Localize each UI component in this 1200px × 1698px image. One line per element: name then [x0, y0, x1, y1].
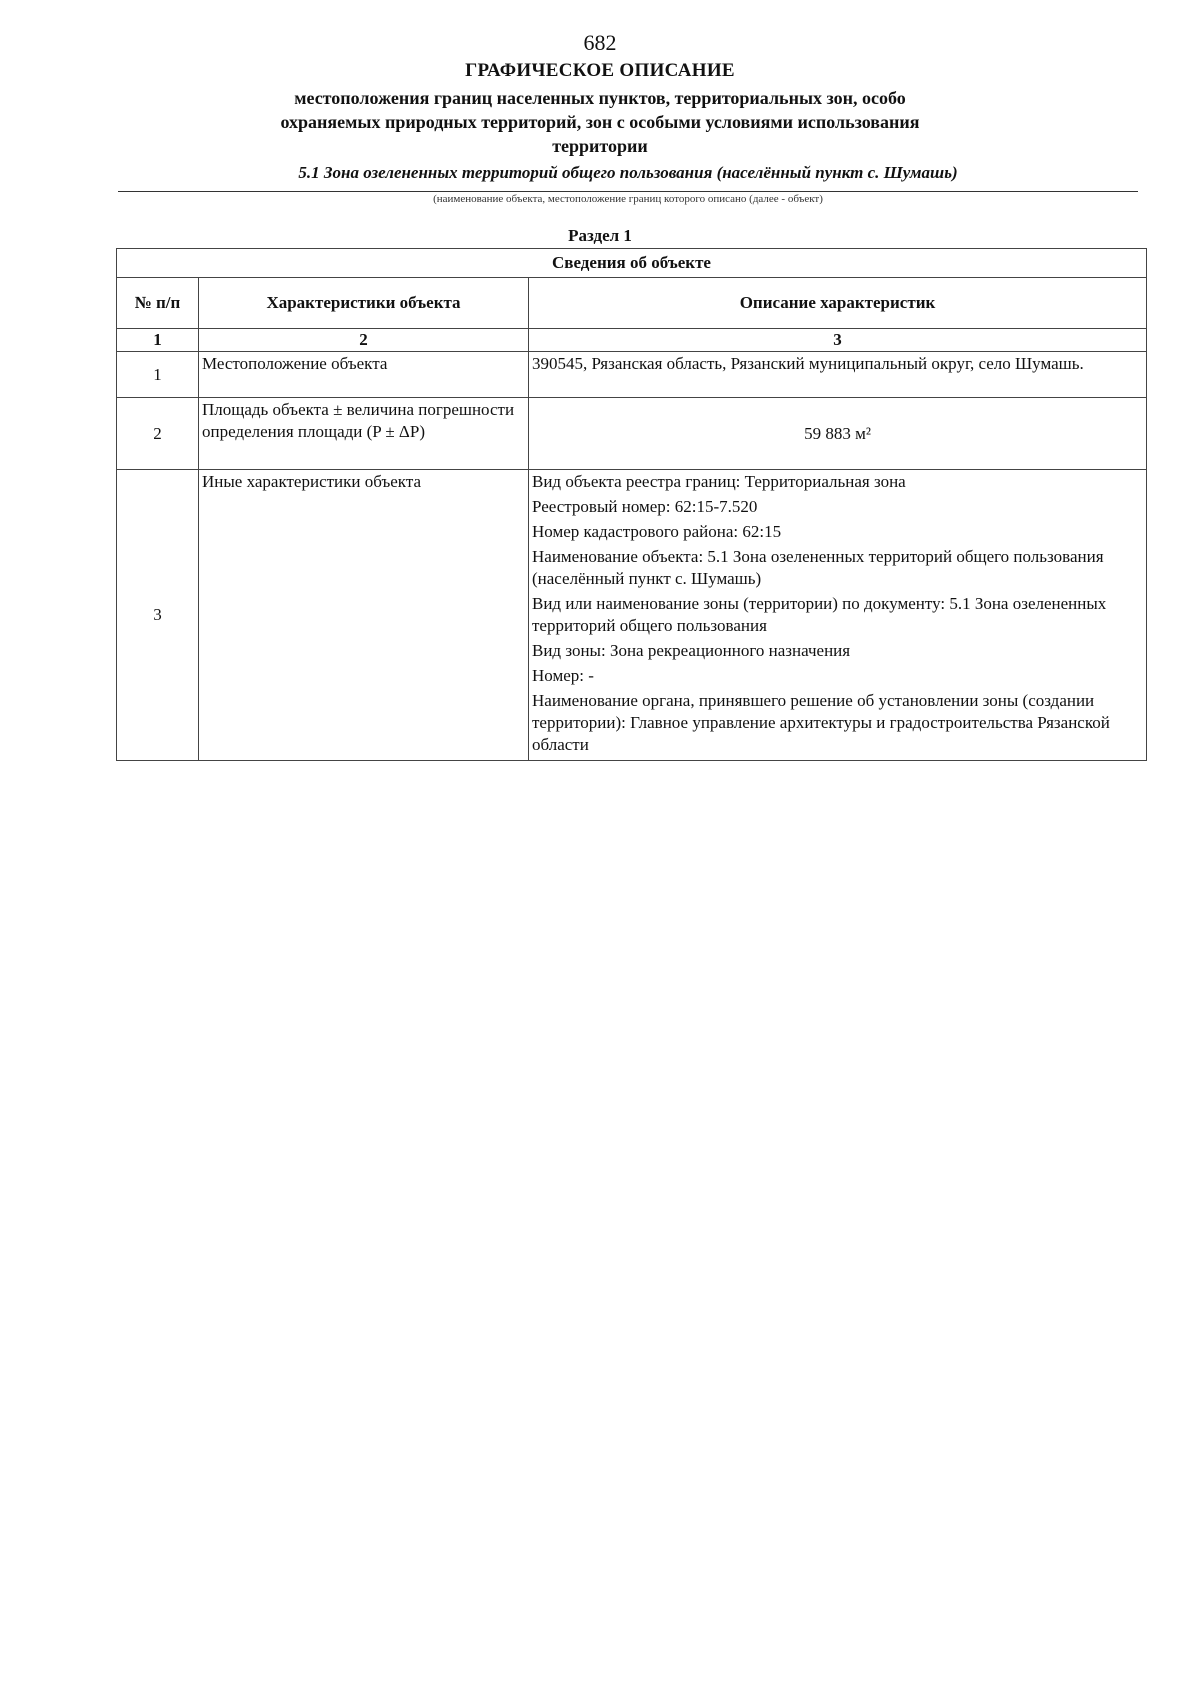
description-line: Номер: - — [532, 666, 594, 685]
header-description: Описание характеристик — [529, 278, 1147, 329]
row-number: 1 — [117, 352, 199, 398]
column-number: 1 — [117, 329, 199, 352]
header-characteristic: Характеристики объекта — [199, 278, 529, 329]
table-row — [117, 352, 1147, 398]
object-caption: (наименование объекта, местоположение границ которого описано (далее - объект) — [433, 193, 823, 205]
row-characteristic: Местоположение объекта — [199, 352, 529, 398]
row-description — [529, 470, 1147, 761]
description-line: Вид объекта реестра границ: Территориальная зона — [532, 472, 906, 491]
row-characteristic: Площадь объекта ± величина погрешности определения площади (P ± ΔP) — [199, 398, 529, 470]
document-subtitle: местоположения границ населенных пунктов, территориальных зон, особо охраняемых природных территорий, зон с особыми условиями использования территории — [280, 88, 920, 156]
object-name-underline — [118, 191, 1138, 192]
description-line: Номер кадастрового района: 62:15 — [532, 522, 782, 541]
column-number: 2 — [199, 329, 529, 352]
description-line: Вид зоны: Зона рекреационного назначения — [532, 641, 851, 660]
section-title: Раздел 1 — [568, 226, 632, 245]
description-line: Наименование объекта: 5.1 Зона озелененных территорий общего пользования (населённый пункт с. Шумашь) — [532, 547, 1104, 588]
page-number: 682 — [583, 30, 617, 55]
row-number: 2 — [117, 398, 199, 470]
row-description: 59 883 м² — [529, 398, 1147, 470]
description-line: Наименование органа, принявшего решение об установлении зоны (создании территории): Главное управление архитектуры и градостроительства Рязанской области — [532, 691, 1110, 754]
row-number: 3 — [117, 470, 199, 761]
header-num: № п/п — [117, 278, 199, 329]
object-name: 5.1 Зона озелененных территорий общего пользования (населённый пункт с. Шумашь) — [298, 163, 958, 182]
column-number: 3 — [529, 329, 1147, 352]
row-description: 390545, Рязанская область, Рязанский муниципальный округ, село Шумашь. — [529, 352, 1147, 398]
document-title: ГРАФИЧЕСКОЕ ОПИСАНИЕ — [465, 60, 735, 81]
description-line: Вид или наименование зоны (территории) по документу: 5.1 Зона озелененных территорий общего пользования — [532, 594, 1107, 635]
table-title: Сведения об объекте — [117, 249, 1147, 278]
object-info-table — [116, 248, 1147, 761]
description-line: Реестровый номер: 62:15-7.520 — [532, 497, 758, 516]
row-characteristic: Иные характеристики объекта — [199, 470, 529, 761]
table-row — [117, 398, 1147, 470]
table-row — [117, 470, 1147, 761]
